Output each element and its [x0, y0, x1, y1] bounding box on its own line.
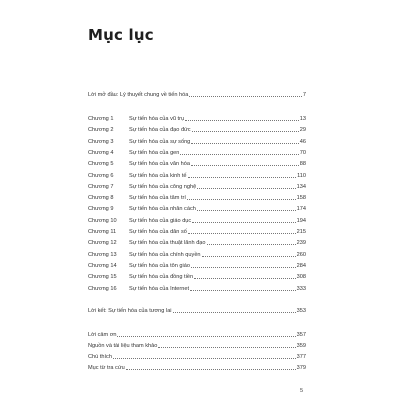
toc-chapter-label: Chương 16: [88, 285, 117, 292]
toc-page-number: 215: [296, 229, 306, 235]
toc-page-number: 46: [299, 138, 306, 145]
toc-entry-text: Sự tiến hóa của chính quyền: [129, 251, 201, 258]
toc-chapter-row: [88, 270, 306, 280]
toc-entry-text: Sự tiến hóa của nhân cách: [129, 206, 196, 213]
toc-chapter-label: Chương 15: [88, 274, 117, 281]
toc-page-number: 308: [296, 274, 306, 281]
toc-epilogue: [88, 304, 306, 314]
toc-chapter-label: Chương 3: [88, 138, 114, 145]
toc-chapter-label: Chương 11: [88, 229, 117, 235]
toc-page-number: 29: [299, 127, 306, 134]
leader-dots: [189, 96, 302, 97]
leader-dots: [180, 154, 298, 155]
toc-back-matter-row: [88, 350, 306, 360]
leader-dots: [188, 177, 297, 178]
toc-page-number: 70: [299, 149, 306, 156]
toc-entry-text: Sự tiến hóa của công nghệ: [129, 183, 197, 190]
toc-chapter-row: [88, 112, 306, 122]
toc-chapter-row: [88, 191, 306, 201]
toc-chapter-row: [88, 169, 306, 179]
toc-entry-text: Mục từ tra cứu: [88, 365, 125, 371]
toc-entry-text: Sự tiến hóa của Internet: [129, 285, 190, 292]
leader-dots: [197, 188, 295, 189]
toc-entry-text: Lời kết: Sự tiến hóa của tương lai: [88, 308, 172, 314]
toc-chapter-label: Chương 6: [88, 172, 114, 179]
page-number: 5: [300, 388, 304, 394]
toc-entry-text: Sự tiến hóa của thuật lãnh đạo: [129, 240, 206, 247]
toc-chapter-label: Chương 2: [88, 127, 114, 134]
toc-page-number: 379: [296, 365, 306, 371]
toc-back-matter-row: [88, 339, 306, 349]
leader-dots: [192, 131, 299, 132]
toc-entry-text: Sự tiến hóa của sự sống: [129, 138, 191, 145]
toc-entry-text: Nguồn và tài liệu tham khảo: [88, 343, 158, 349]
toc-entry-text: Sự tiến hóa của văn hóa: [129, 161, 190, 168]
toc-back-matter-row: [88, 361, 306, 371]
toc-chapter-row: [88, 214, 306, 224]
toc-entry-text: Sự tiến hóa của đồng tiền: [129, 274, 194, 281]
leader-dots: [158, 347, 295, 348]
toc-chapter-row: [88, 123, 306, 133]
toc-chapter-row: [88, 202, 306, 212]
toc-chapter-label: Chương 5: [88, 161, 114, 168]
toc-page-number: 174: [296, 206, 306, 213]
toc-page-number: 377: [296, 354, 306, 360]
toc-chapter-row: [88, 225, 306, 235]
toc-page-number: 13: [299, 116, 306, 122]
toc-page-number: 134: [296, 183, 306, 190]
leader-dots: [190, 290, 296, 291]
toc-chapter-row: [88, 146, 306, 156]
toc-page-number: 333: [296, 285, 306, 292]
toc-entry-text: Lời cảm ơn: [88, 332, 117, 338]
toc-chapter-label: Chương 10: [88, 217, 117, 224]
leader-dots: [192, 222, 295, 223]
toc-chapter-label: Chương 13: [88, 251, 117, 258]
toc-chapter-row: [88, 282, 306, 292]
toc-chapter-row: [88, 236, 306, 246]
toc-entry-text: Sự tiến hóa của dân số: [129, 229, 187, 235]
leader-dots: [202, 256, 296, 257]
page-title: Mục lục: [88, 26, 154, 44]
toc-chapter-row: [88, 135, 306, 145]
toc-page-number: 353: [296, 308, 306, 314]
leader-dots: [173, 312, 296, 313]
toc-page-number: 357: [296, 332, 306, 338]
toc-page-number: 194: [296, 217, 306, 224]
toc-entry-text: Sự tiến hóa của tâm trí: [129, 195, 186, 202]
toc-page-number: 7: [302, 92, 306, 98]
toc-page-number: 359: [296, 343, 306, 349]
leader-dots: [207, 244, 296, 245]
leader-dots: [194, 278, 296, 279]
toc-page-number: 88: [299, 161, 306, 168]
leader-dots: [191, 267, 296, 268]
toc-entry-text: Sự tiến hóa của kinh tế: [129, 172, 187, 179]
leader-dots: [197, 210, 296, 211]
toc-chapter-label: Chương 4: [88, 149, 114, 156]
toc-page-number: 158: [296, 195, 306, 202]
toc-chapter-label: Chương 9: [88, 206, 114, 213]
leader-dots: [188, 233, 296, 234]
toc-chapter-row: [88, 180, 306, 190]
toc-entry-text: Chú thích: [88, 354, 112, 360]
toc-chapter-label: Chương 12: [88, 240, 117, 247]
leader-dots: [191, 143, 298, 144]
toc-chapter-row: [88, 157, 306, 167]
toc-page-number: 110: [297, 172, 306, 179]
toc-intro: [88, 88, 306, 98]
leader-dots: [185, 120, 299, 121]
leader-dots: [187, 199, 296, 200]
toc-chapter-label: Chương 1: [88, 116, 114, 122]
toc-chapter-label: Chương 7: [88, 183, 114, 190]
leader-dots: [191, 165, 299, 166]
toc-entry-text: Sự tiến hóa của tôn giáo: [129, 262, 190, 269]
toc-entry-text: Sự tiến hóa của giáo dục: [129, 217, 192, 224]
toc-entry-text: Lời mở đầu: Lý thuyết chung về tiến hóa: [88, 92, 189, 98]
toc-entry-text: Sự tiến hóa của gen: [129, 149, 180, 156]
toc-back-matter-row: [88, 328, 306, 338]
toc-chapter-row: [88, 259, 306, 269]
leader-dots: [126, 369, 296, 370]
leader-dots: [113, 358, 296, 359]
toc-chapter-label: Chương 14: [88, 262, 117, 269]
toc-entry-text: Sự tiến hóa của đạo đức: [129, 127, 191, 134]
toc-page-number: 239: [296, 240, 306, 247]
toc-page-number: 284: [296, 262, 306, 269]
toc-page-number: 260: [296, 251, 306, 258]
toc-chapter-row: [88, 248, 306, 258]
leader-dots: [117, 336, 295, 337]
toc-entry-text: Sự tiến hóa của vũ trụ: [129, 116, 185, 122]
toc-chapter-label: Chương 8: [88, 195, 114, 202]
